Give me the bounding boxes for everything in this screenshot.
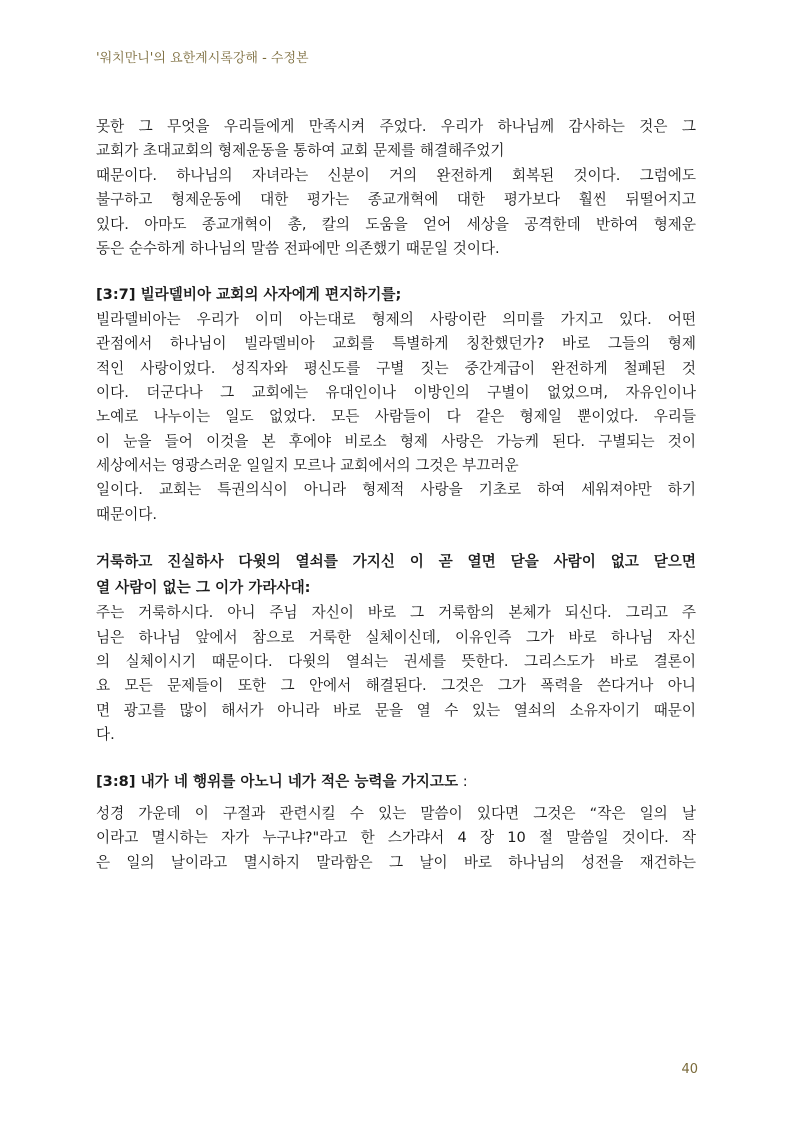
body-line: 의 실체이시기 때문이다. 다윗의 열쇠는 권세를 뜻한다. 그리스도가 바로 결론이 <box>96 653 696 671</box>
body-line: 일이다. 교회는 특권의식이 아니라 형제적 사랑을 기초로 하여 세워져야만 하기 <box>96 481 696 499</box>
section-heading: 거룩하고 진실하사 다윗의 열쇠를 가지신 이 곧 열면 닫을 사람이 없고 닫으면 <box>96 553 696 571</box>
body-line: 성경 가운데 이 구절과 관련시킬 수 있는 말씀이 있다면 그것은 “작은 일의 날 <box>96 804 696 822</box>
section-holy-and-true <box>96 549 696 747</box>
heading-gap <box>96 794 696 802</box>
body-line: 불구하고 형제운동에 대한 평가는 종교개혁에 대한 평가보다 훨씬 뒤떨어지고 <box>96 191 696 209</box>
document-body <box>96 115 696 875</box>
section-3-7 <box>96 283 696 527</box>
paragraph-intro <box>96 115 696 261</box>
body-line: 요 모든 문제들이 또한 그 안에서 해결된다. 그것은 그가 폭력을 쓴다거나 아니 <box>96 677 696 695</box>
paragraph-gap <box>96 527 696 549</box>
heading-suffix: : <box>458 772 468 790</box>
body-line: 이다. 더군다나 그 교회에는 유대인이나 이방인의 구별이 없었으며, 자유인이나 <box>96 383 696 401</box>
paragraph-gap <box>96 261 696 283</box>
body-line: 님은 하나님 앞에서 참으로 거룩한 실체이신데, 이유인즉 그가 바로 하나님 자신 <box>96 628 696 646</box>
body-line: 이 눈을 들어 이것을 본 후에야 비로소 형제 사랑은 가능케 된다. 구별되는 것이 <box>96 432 696 450</box>
body-line: 때문이다. <box>96 505 158 523</box>
body-line: 빌라델비아는 우리가 이미 아는대로 형제의 사랑이란 의미를 가지고 있다. 어떤 <box>96 310 696 328</box>
body-line: 동은 순수하게 하나님의 말씀 전파에만 의존했기 때문일 것이다. <box>96 239 500 257</box>
body-line: 주는 거룩하시다. 아니 주님 자신이 바로 그 거룩함의 본체가 되신다. 그리고 주 <box>96 604 696 622</box>
body-line: 노예로 나누이는 일도 없었다. 모든 사람들이 다 같은 형제일 뿐이었다. 우리들 <box>96 408 696 426</box>
section-heading: [3:8] 내가 네 행위를 아노니 네가 적은 능력을 가지고도 <box>96 772 459 790</box>
body-line: 못한 그 무엇을 우리들에게 만족시켜 주었다. 우리가 하나님께 감사하는 것은 그 <box>96 118 696 135</box>
body-line: 면 광고를 많이 해서가 아니라 바로 문을 열 수 있는 열쇠의 소유자이기 때문이 <box>96 701 696 719</box>
body-line: 세상에서는 영광스러운 일일지 모르나 교회에서의 그것은 부끄러운 <box>96 457 519 475</box>
body-line: 이라고 멸시하는 자가 누구냐?"라고 한 스가랴서 4 장 10 절 말씀일 것이다. 작 <box>96 829 696 847</box>
body-line: 관점에서 하나님이 빌라델비아 교회를 특별하게 칭찬했던가? 바로 그들의 형제 <box>96 335 696 353</box>
section-3-8 <box>96 770 696 876</box>
body-line: 교회가 초대교회의 형제운동을 통하여 교회 문제를 해결해주었기 <box>96 142 505 160</box>
body-line: 있다. 아마도 종교개혁이 총, 칼의 도움을 얻어 세상을 공격한데 반하여 형제운 <box>96 215 696 233</box>
paragraph-gap <box>96 748 696 770</box>
body-line: 때문이다. 하나님의 자녀라는 신분이 거의 완전하게 회복된 것이다. 그럼에도 <box>96 166 696 184</box>
running-header: '워치만니'의 요한계시록강해 - 수정본 <box>96 51 309 66</box>
body-line: 적인 사랑이었다. 성직자와 평신도를 구별 짓는 중간계급이 완전하게 철폐된 것 <box>96 359 696 377</box>
section-heading: [3:7] 빌라델비아 교회의 사자에게 편지하기를; <box>96 286 402 304</box>
body-line: 다. <box>96 726 115 744</box>
page-number: 40 <box>681 1062 698 1077</box>
section-heading: 열 사람이 없는 그 이가 가라사대: <box>96 579 311 597</box>
section-heading-line <box>96 770 696 794</box>
body-line: 은 일의 날이라고 멸시하지 말라함은 그 날이 바로 하나님의 성전을 재건하는 <box>96 853 696 871</box>
